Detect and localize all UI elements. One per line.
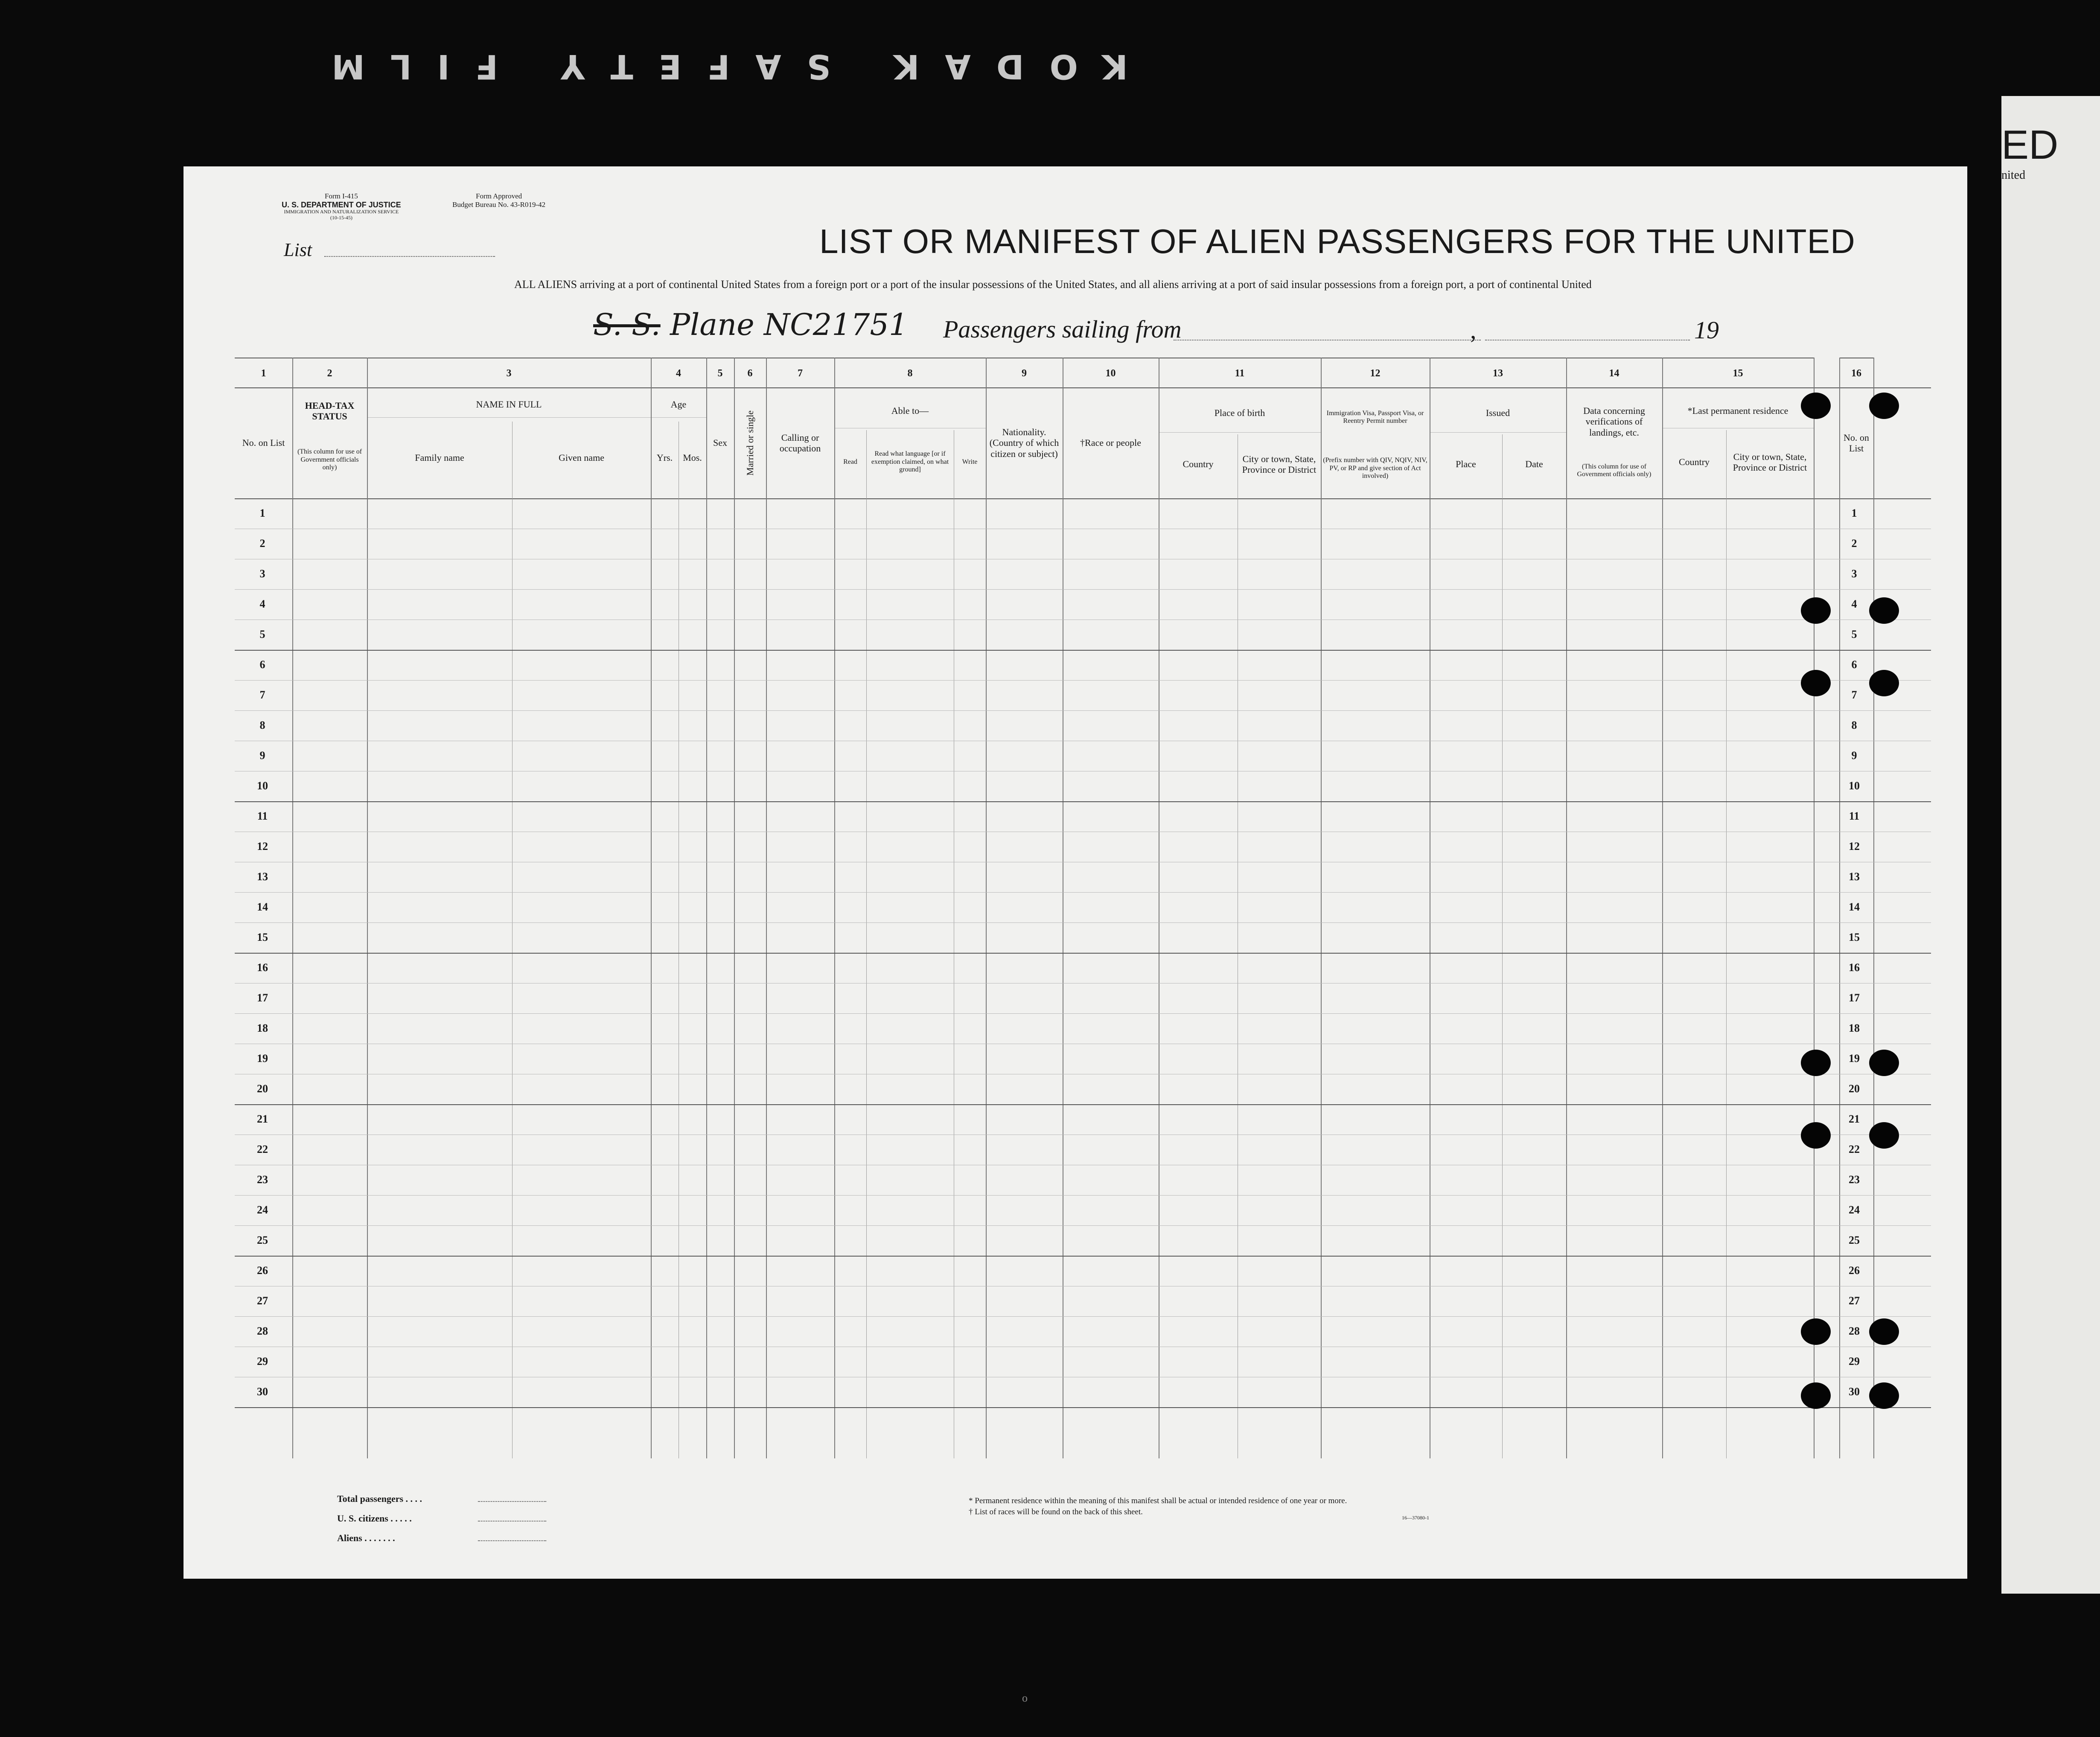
row-number-left: 21 bbox=[257, 1113, 268, 1125]
header-last-residence: *Last permanent residence bbox=[1687, 405, 1788, 416]
manifest-subtitle: ALL ALIENS arriving at a port of continental United States from a foreign port or a port of the insular possessions of the United States, and all aliens arriving at a port of said insular possessions from a foreign port, a port of continental United bbox=[514, 278, 1592, 291]
sailing-from-label: Passengers sailing from bbox=[943, 315, 1182, 343]
row-number-left: 4 bbox=[259, 598, 265, 610]
row-number-left: 25 bbox=[257, 1234, 268, 1246]
colnum-12: 12 bbox=[1321, 358, 1430, 388]
row-number-right: 24 bbox=[1849, 1204, 1860, 1216]
header-read: Read bbox=[843, 458, 857, 466]
vessel-handwritten: Plane NC21751 bbox=[670, 307, 908, 342]
punch-hole bbox=[1869, 1050, 1899, 1076]
film-edge-text: KODAK SAFETY FILM bbox=[306, 47, 1128, 85]
row-number-left: 10 bbox=[257, 780, 268, 792]
row-number-right: 18 bbox=[1849, 1022, 1860, 1034]
col-rule bbox=[292, 358, 293, 1458]
row-number-left: 3 bbox=[259, 567, 265, 580]
table-row-rule bbox=[235, 650, 1931, 651]
manifest-sheet bbox=[183, 166, 1967, 1579]
row-number-left: 12 bbox=[257, 840, 268, 852]
punch-hole bbox=[1801, 597, 1831, 624]
header-bottom-rule bbox=[235, 498, 1931, 499]
us-citizens-label: U. S. citizens . . . . . bbox=[337, 1513, 412, 1524]
row-number-left: 16 bbox=[257, 961, 268, 974]
adjacent-sheet-title: ED bbox=[2001, 122, 2059, 168]
header-married-single-text: Married or single bbox=[744, 410, 755, 476]
header-family-name: Family name bbox=[415, 452, 464, 463]
row-number-right: 13 bbox=[1849, 870, 1860, 883]
row-number-right: 29 bbox=[1849, 1355, 1860, 1367]
row-number-right: 19 bbox=[1849, 1052, 1860, 1065]
row-number-left: 2 bbox=[259, 537, 265, 550]
colnum-7: 7 bbox=[766, 358, 834, 388]
row-number-left: 6 bbox=[259, 658, 265, 671]
punch-hole bbox=[1869, 597, 1899, 624]
aliens-row bbox=[337, 1528, 546, 1548]
footnote-races: † List of races will be found on the back of this sheet. bbox=[969, 1507, 1143, 1516]
header-verification: Data concerning verifications of landings, etc. bbox=[1583, 405, 1645, 438]
colnum-8: 8 bbox=[834, 358, 986, 388]
header-able-to: Able to— bbox=[891, 405, 929, 416]
total-passengers-field[interactable] bbox=[478, 1501, 546, 1502]
row-number-right: 25 bbox=[1849, 1234, 1860, 1246]
header-issued: Issued bbox=[1485, 407, 1510, 419]
aliens-field[interactable] bbox=[478, 1540, 546, 1541]
row-number-left: 24 bbox=[257, 1204, 268, 1216]
colnum-4: 4 bbox=[651, 358, 706, 388]
row-number-right: 5 bbox=[1851, 628, 1857, 640]
table-row-rule bbox=[235, 1013, 1931, 1014]
vessel-type-struck: S. S. bbox=[593, 307, 661, 342]
year-prefix: 19 bbox=[1694, 316, 1719, 344]
row-number-left: 27 bbox=[257, 1295, 268, 1307]
header-race: †Race or people bbox=[1080, 437, 1141, 448]
list-label: List bbox=[284, 239, 312, 260]
col-rule bbox=[512, 422, 513, 1458]
header-issued-date: Date bbox=[1525, 459, 1543, 470]
row-number-right: 20 bbox=[1849, 1082, 1860, 1095]
punch-hole bbox=[1869, 670, 1899, 696]
header-no-on-list: No. on List bbox=[242, 437, 285, 448]
row-number-right: 23 bbox=[1849, 1173, 1860, 1186]
row-number-left: 1 bbox=[259, 507, 265, 519]
col-rule bbox=[734, 358, 735, 1458]
row-number-right: 7 bbox=[1851, 689, 1857, 701]
adjacent-sheet bbox=[2001, 96, 2100, 1594]
row-number-left: 18 bbox=[257, 1022, 268, 1034]
col-rule bbox=[1814, 358, 1815, 1458]
print-code: 16—37080-1 bbox=[1402, 1515, 1429, 1521]
col-rule bbox=[1566, 358, 1567, 1458]
adjacent-sheet-subtitle: nited bbox=[2001, 169, 2025, 182]
row-number-left: 30 bbox=[257, 1385, 268, 1398]
header-age-yrs: Yrs. bbox=[656, 452, 673, 463]
header-head-tax-note: (This column for use of Government officials only) bbox=[297, 448, 362, 471]
row-number-left: 26 bbox=[257, 1264, 268, 1277]
punch-hole bbox=[1801, 670, 1831, 696]
punch-hole bbox=[1801, 393, 1831, 419]
budget-number: Budget Bureau No. 43-R019-42 bbox=[452, 201, 546, 209]
colnum-9: 9 bbox=[986, 358, 1063, 388]
table-row-rule bbox=[235, 710, 1931, 711]
colnum-2: 2 bbox=[292, 358, 367, 388]
colnum-1: 1 bbox=[235, 358, 292, 388]
row-number-left: 19 bbox=[257, 1052, 268, 1065]
header-birth-city: City or town, State, Province or District bbox=[1242, 453, 1317, 475]
col-rule bbox=[986, 358, 987, 1458]
header-visa-note: (Prefix number with QIV, NQIV, NIV, PV, or RP and give section of Act involved) bbox=[1323, 457, 1427, 480]
header-name-in-full: NAME IN FULL bbox=[476, 399, 542, 410]
colnum-5: 5 bbox=[706, 358, 734, 388]
header-subrule-issued bbox=[1430, 432, 1566, 433]
row-number-right: 14 bbox=[1849, 901, 1860, 913]
punch-hole bbox=[1801, 1318, 1831, 1345]
header-nationality: Nationality. (Country of which citizen or subject) bbox=[989, 427, 1059, 459]
colnum-16: 16 bbox=[1839, 358, 1873, 388]
punch-hole bbox=[1869, 393, 1899, 419]
header-write: Write bbox=[962, 458, 978, 466]
table-row-rule bbox=[235, 801, 1931, 802]
row-number-right: 6 bbox=[1851, 658, 1857, 671]
header-residence-city: City or town, State, Province or District bbox=[1733, 451, 1807, 473]
header-married-single bbox=[734, 392, 766, 494]
row-number-left: 8 bbox=[259, 719, 265, 731]
col-rule bbox=[706, 358, 707, 1458]
manifest-table bbox=[235, 358, 1931, 1458]
header-sex: Sex bbox=[713, 437, 727, 448]
row-number-left: 5 bbox=[259, 628, 265, 640]
colnum-11: 11 bbox=[1159, 358, 1321, 388]
row-number-left: 13 bbox=[257, 870, 268, 883]
col-rule bbox=[766, 358, 767, 1458]
punch-hole bbox=[1801, 1382, 1831, 1409]
col-rule bbox=[1873, 358, 1874, 1458]
col-rule bbox=[1321, 358, 1322, 1458]
header-subrule-name-age bbox=[367, 417, 706, 418]
row-number-right: 9 bbox=[1851, 749, 1857, 762]
film-mark: o bbox=[1022, 1692, 1028, 1704]
us-citizens-field[interactable] bbox=[478, 1521, 546, 1522]
header-calling: Calling or occupation bbox=[779, 432, 821, 454]
row-number-right: 8 bbox=[1851, 719, 1857, 731]
manifest-title: LIST OR MANIFEST OF ALIEN PASSENGERS FOR THE UNITED bbox=[819, 222, 1855, 260]
header-given-name: Given name bbox=[559, 452, 604, 463]
row-number-left: 7 bbox=[259, 689, 265, 701]
col-rule bbox=[651, 358, 652, 1458]
col-rule bbox=[834, 358, 835, 1458]
table-row-rule bbox=[235, 1104, 1931, 1105]
form-number: Form I-415 bbox=[324, 192, 358, 200]
row-number-right: 3 bbox=[1851, 567, 1857, 580]
header-age: Age bbox=[670, 399, 687, 410]
department-name: U. S. DEPARTMENT OF JUSTICE bbox=[282, 200, 401, 209]
table-row-rule bbox=[235, 680, 1931, 681]
us-citizens-row bbox=[337, 1509, 546, 1528]
colnum-13: 13 bbox=[1430, 358, 1566, 388]
header-no-on-list-right: No. on List bbox=[1844, 432, 1869, 454]
comma: , bbox=[1470, 316, 1477, 344]
header-top-rule bbox=[235, 387, 1931, 388]
footnotes bbox=[969, 1496, 1347, 1517]
punch-hole bbox=[1801, 1122, 1831, 1149]
aliens-label: Aliens . . . . . . . bbox=[337, 1533, 395, 1544]
row-number-left: 20 bbox=[257, 1082, 268, 1095]
row-number-left: 9 bbox=[259, 749, 265, 762]
header-residence-country: Country bbox=[1678, 457, 1710, 468]
vessel-row bbox=[593, 307, 1959, 354]
row-number-right: 27 bbox=[1849, 1295, 1860, 1307]
punch-hole bbox=[1801, 1050, 1831, 1076]
col-rule bbox=[866, 430, 867, 1458]
row-number-left: 29 bbox=[257, 1355, 268, 1367]
row-number-right: 16 bbox=[1849, 961, 1860, 974]
table-row-rule bbox=[235, 922, 1931, 923]
colnum-14: 14 bbox=[1566, 358, 1662, 388]
row-number-left: 28 bbox=[257, 1325, 268, 1337]
service-name: IMMIGRATION AND NATURALIZATION SERVICE bbox=[284, 209, 399, 215]
header-read-language: Read what language [or if exemption claimed, on what ground] bbox=[871, 450, 949, 474]
approval-label: Form Approved bbox=[476, 192, 522, 200]
row-number-right: 1 bbox=[1851, 507, 1857, 519]
header-subrule-birth bbox=[1159, 432, 1321, 433]
total-passengers-row bbox=[337, 1489, 546, 1509]
header-head-tax: HEAD-TAX STATUS bbox=[305, 400, 355, 422]
form-identifier bbox=[282, 192, 401, 221]
total-passengers-label: Total passengers . . . . bbox=[337, 1493, 422, 1504]
totals-block bbox=[337, 1489, 546, 1548]
form-date: (10-15-45) bbox=[330, 215, 352, 221]
vessel-field[interactable] bbox=[593, 307, 908, 342]
budget-approval bbox=[452, 192, 545, 209]
table-row-rule bbox=[235, 1407, 1931, 1408]
row-number-right: 22 bbox=[1849, 1143, 1860, 1155]
colnum-15: 15 bbox=[1662, 358, 1814, 388]
row-number-right: 10 bbox=[1849, 780, 1860, 792]
row-number-right: 12 bbox=[1849, 840, 1860, 852]
row-number-right: 11 bbox=[1849, 810, 1860, 822]
row-number-right: 2 bbox=[1851, 537, 1857, 550]
row-number-left: 17 bbox=[257, 992, 268, 1004]
header-issued-place: Place bbox=[1456, 459, 1476, 470]
row-number-right: 15 bbox=[1849, 931, 1860, 943]
row-number-right: 17 bbox=[1849, 992, 1860, 1004]
colnum-3: 3 bbox=[367, 358, 651, 388]
colnum-6: 6 bbox=[734, 358, 766, 388]
table-row-rule bbox=[235, 1195, 1931, 1196]
header-age-mos: Mos. bbox=[683, 452, 702, 463]
header-birth-country: Country bbox=[1183, 459, 1214, 470]
col-rule bbox=[1662, 358, 1663, 1458]
header-visa: Immigration Visa, Passport Visa, or Reentry Permit number bbox=[1326, 409, 1424, 425]
punch-hole bbox=[1869, 1122, 1899, 1149]
header-place-of-birth: Place of birth bbox=[1214, 407, 1265, 419]
table-row-rule bbox=[235, 1316, 1931, 1317]
table-row-rule bbox=[235, 1256, 1931, 1257]
row-number-right: 26 bbox=[1849, 1264, 1860, 1277]
header-verification-note: (This column for use of Government officials only) bbox=[1577, 463, 1651, 478]
row-number-left: 22 bbox=[257, 1143, 268, 1155]
punch-hole bbox=[1869, 1318, 1899, 1345]
table-row-rule bbox=[235, 892, 1931, 893]
colnum-10: 10 bbox=[1063, 358, 1159, 388]
row-number-left: 15 bbox=[257, 931, 268, 943]
table-row-rule bbox=[235, 1225, 1931, 1226]
col-rule bbox=[1726, 430, 1727, 1458]
row-number-left: 14 bbox=[257, 901, 268, 913]
row-number-left: 23 bbox=[257, 1173, 268, 1186]
row-number-right: 30 bbox=[1849, 1385, 1860, 1398]
table-row-rule bbox=[235, 953, 1931, 954]
punch-hole bbox=[1869, 1382, 1899, 1409]
col-rule bbox=[1502, 434, 1503, 1458]
list-number-field[interactable] bbox=[324, 256, 495, 257]
table-row-rule bbox=[235, 589, 1931, 590]
footnote-permanent: * Permanent residence within the meaning of this manifest shall be actual or intended residence of one year or more. bbox=[969, 1496, 1347, 1505]
row-number-right: 21 bbox=[1849, 1113, 1860, 1125]
row-number-right: 4 bbox=[1851, 598, 1857, 610]
row-number-right: 28 bbox=[1849, 1325, 1860, 1337]
col-rule bbox=[367, 358, 368, 1458]
row-number-left: 11 bbox=[257, 810, 268, 822]
